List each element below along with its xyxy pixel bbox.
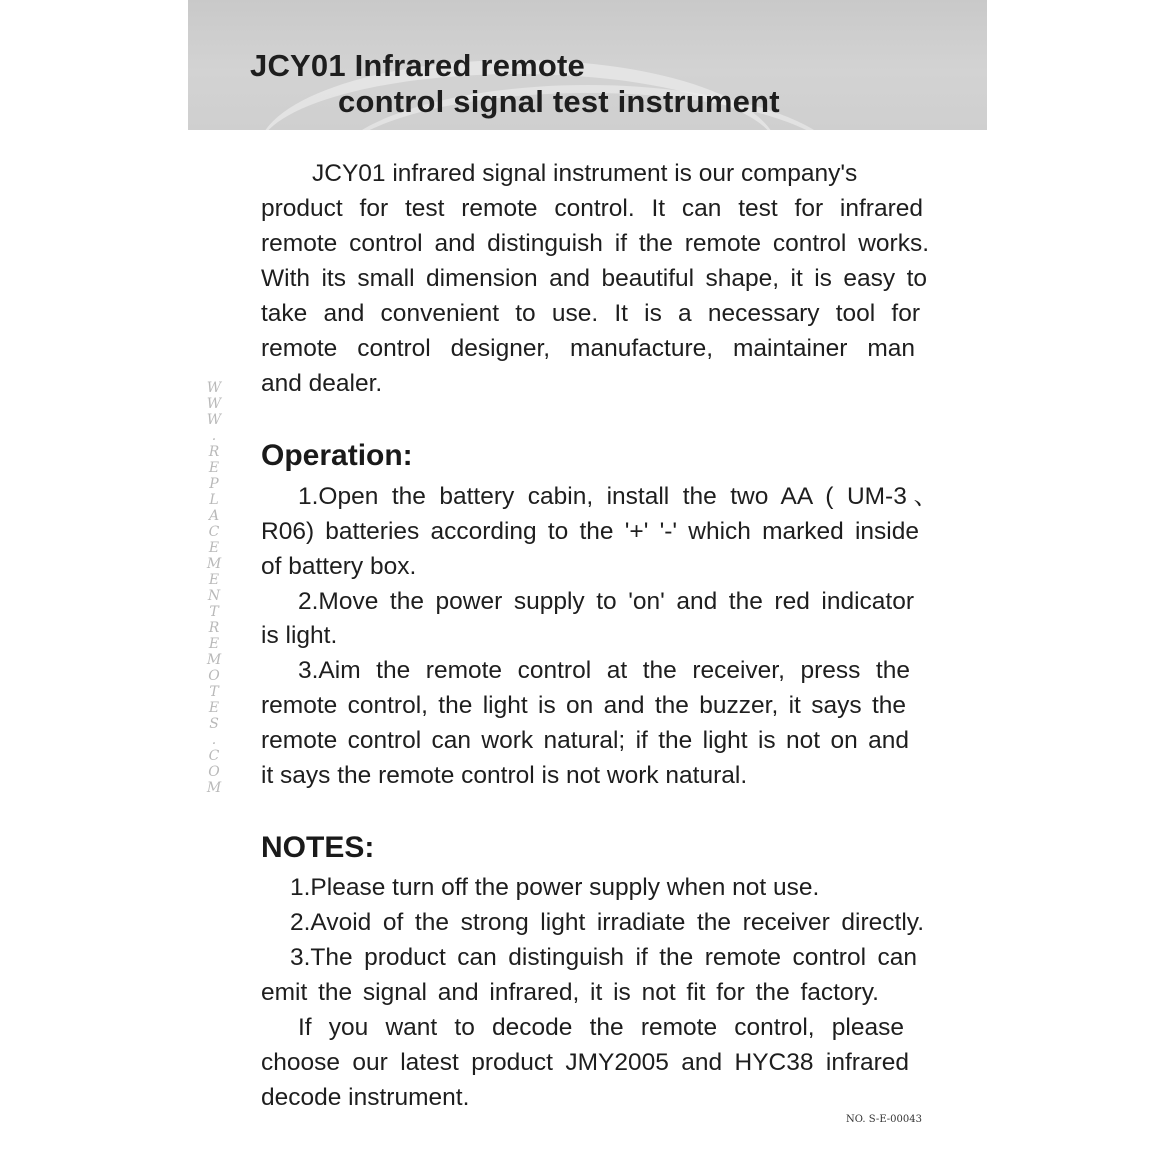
intro-line: take and convenient to use. It is a necessary tool for — [261, 300, 920, 327]
notes-line: 2.Avoid of the strong light irradiate the receiver directly. — [290, 909, 924, 936]
intro-line: JCY01 infrared signal instrument is our company's — [312, 160, 858, 187]
intro-line: remote control and distinguish if the remote control works. — [261, 230, 929, 257]
operation-line: 3.Aim the remote control at the receiver, press the — [298, 657, 910, 684]
operation-heading: Operation: — [261, 439, 413, 472]
intro-line: and dealer. — [261, 370, 383, 397]
document-number: NO. S-E-00043 — [846, 1114, 922, 1125]
operation-line: remote control can work natural; if the light is not on and — [261, 727, 909, 754]
intro-line: product for test remote control. It can test for infrared — [261, 195, 923, 222]
operation-line: 2.Move the power supply to 'on' and the red indicator — [298, 588, 914, 615]
operation-line: of battery box. — [261, 553, 417, 580]
title-line-1: JCY01 Infrared remote — [250, 48, 585, 83]
notes-line: If you want to decode the remote control, please — [298, 1014, 904, 1041]
notes-heading: NOTES: — [261, 831, 375, 864]
notes-line: choose our latest product JMY2005 and HYC38 infrared — [261, 1049, 909, 1076]
title-line-2: control signal test instrument — [338, 84, 780, 119]
operation-line: it says the remote control is not work natural. — [261, 762, 748, 789]
operation-line: 1.Open the battery cabin, install the two AA ( UM-3、 — [298, 483, 938, 510]
notes-line: decode instrument. — [261, 1084, 470, 1111]
notes-line: 1.Please turn off the power supply when not use. — [290, 874, 820, 901]
operation-line: is light. — [261, 622, 338, 649]
intro-line: With its small dimension and beautiful shape, it is easy to — [261, 265, 927, 292]
operation-line: remote control, the light is on and the buzzer, it says the — [261, 692, 906, 719]
watermark-url: WWW.REPLACEMENTREMOTES.COM — [206, 380, 222, 796]
operation-line: R06) batteries according to the '+' '-' which marked inside — [261, 518, 919, 545]
intro-line: remote control designer, manufacture, maintainer man — [261, 335, 915, 362]
notes-line: emit the signal and infrared, it is not fit for the factory. — [261, 979, 879, 1006]
notes-line: 3.The product can distinguish if the remote control can — [290, 944, 917, 971]
